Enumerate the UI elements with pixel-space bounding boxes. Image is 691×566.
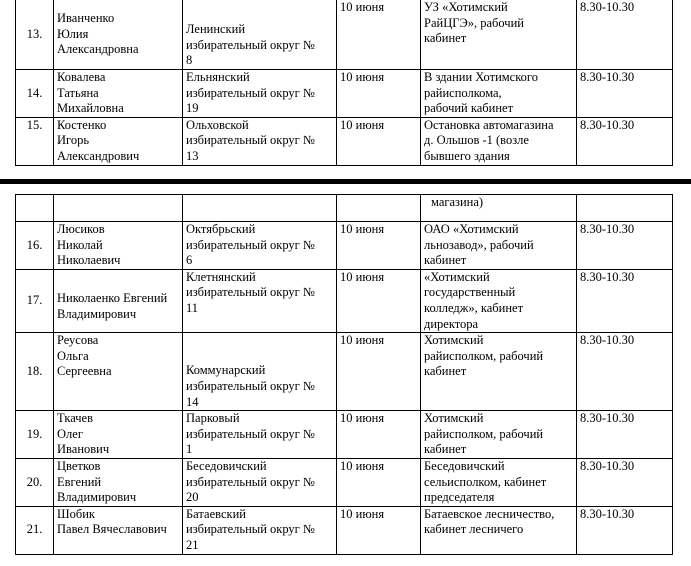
electoral-district: Ленинский избирательный округ № 8 <box>183 0 337 70</box>
table-row <box>16 269 673 332</box>
reception-place: Хотимский райисполком, рабочий кабинет <box>421 411 577 459</box>
electoral-district: Октябрьский избирательный округ № 6 <box>183 222 337 270</box>
deputy-name: Ткачев Олег Иванович <box>54 411 183 459</box>
row-number: 16. <box>16 222 54 270</box>
reception-date: 10 июня <box>337 458 421 506</box>
reception-date: 10 июня <box>337 506 421 554</box>
reception-time: 8.30-10.30 <box>577 333 673 411</box>
row-number: 13. <box>16 0 54 70</box>
deputy-name: Люсиков Николай Николаевич <box>54 222 183 270</box>
electoral-district: Ельнянский избирательный округ № 19 <box>183 70 337 118</box>
deputy-name <box>54 195 183 222</box>
table-row <box>16 70 673 118</box>
reception-place: «Хотимский государственный колледж», кабинет директора <box>421 269 577 332</box>
row-number: 17. <box>16 269 54 332</box>
reception-place: Хотимский райисполком, рабочий кабинет <box>421 333 577 411</box>
reception-date: 10 июня <box>337 70 421 118</box>
table-row <box>16 411 673 459</box>
electoral-district: Ольховской избирательный округ № 13 <box>183 117 337 165</box>
reception-time: 8.30-10.30 <box>577 458 673 506</box>
reception-place: В здании Хотимского райисполкома, рабочий кабинет <box>421 70 577 118</box>
row-number: 14. <box>16 70 54 118</box>
table-row <box>16 506 673 554</box>
table-row <box>16 222 673 270</box>
deputy-name: Шобик Павел Вячеславович <box>54 506 183 554</box>
reception-place: Остановка автомагазина д. Ольшов -1 (возле бывшего здания <box>421 117 577 165</box>
table-row-continuation <box>16 195 673 222</box>
reception-time <box>577 195 673 222</box>
schedule-table-bottom <box>15 194 673 555</box>
reception-place: магазина) <box>421 195 577 222</box>
reception-place: Беседовичский сельисполком, кабинет председателя <box>421 458 577 506</box>
reception-time: 8.30-10.30 <box>577 506 673 554</box>
table-row <box>16 333 673 411</box>
deputy-name: Иванченко Юлия Александровна <box>54 0 183 70</box>
reception-date: 10 июня <box>337 117 421 165</box>
reception-time: 8.30-10.30 <box>577 269 673 332</box>
electoral-district <box>183 195 337 222</box>
electoral-district: Клетнянский избирательный округ № 11 <box>183 269 337 332</box>
reception-date: 10 июня <box>337 0 421 70</box>
reception-place: ОАО «Хотимский льнозавод», рабочий кабинет <box>421 222 577 270</box>
deputy-name: Реусова Ольга Сергеевна <box>54 333 183 411</box>
deputy-name: Цветков Евгений Владимирович <box>54 458 183 506</box>
deputy-name: Николаенко Евгений Владимирович <box>54 269 183 332</box>
reception-time: 8.30-10.30 <box>577 411 673 459</box>
deputy-name: Ковалева Татьяна Михайловна <box>54 70 183 118</box>
reception-time: 8.30-10.30 <box>577 117 673 165</box>
row-number: 15. <box>16 117 54 165</box>
row-number: 18. <box>16 333 54 411</box>
reception-date: 10 июня <box>337 269 421 332</box>
reception-place: Батаевское лесничество, кабинет лесничего <box>421 506 577 554</box>
table-row <box>16 0 673 70</box>
reception-time: 8.30-10.30 <box>577 70 673 118</box>
reception-date: 10 июня <box>337 333 421 411</box>
reception-date: 10 июня <box>337 222 421 270</box>
row-number: 19. <box>16 411 54 459</box>
row-number: 21. <box>16 506 54 554</box>
page-break-divider <box>0 179 691 184</box>
reception-place: УЗ «Хотимский РайЦГЭ», рабочий кабинет <box>421 0 577 70</box>
reception-time: 8.30-10.30 <box>577 222 673 270</box>
table-row <box>16 458 673 506</box>
schedule-table-top <box>15 0 673 166</box>
reception-date: 10 июня <box>337 411 421 459</box>
table-row <box>16 117 673 165</box>
deputy-name: Костенко Игорь Александрович <box>54 117 183 165</box>
reception-date <box>337 195 421 222</box>
electoral-district: Беседовичский избирательный округ № 20 <box>183 458 337 506</box>
row-number: 20. <box>16 458 54 506</box>
electoral-district: Парковый избирательный округ № 1 <box>183 411 337 459</box>
electoral-district: Батаевский избирательный округ № 21 <box>183 506 337 554</box>
electoral-district: Коммунарский избирательный округ № 14 <box>183 333 337 411</box>
reception-time: 8.30-10.30 <box>577 0 673 70</box>
row-number <box>16 195 54 222</box>
